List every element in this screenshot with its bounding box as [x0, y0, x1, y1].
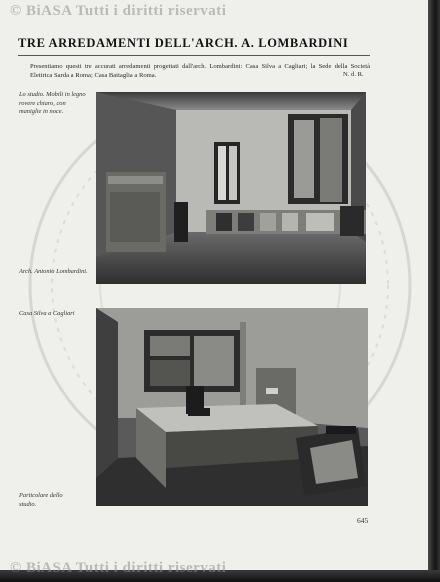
page-number: 645	[357, 516, 369, 525]
intro-paragraph: Presentiamo questi tre accurati arredamenti progettati dall'arch. Lombardini: Casa Silva a Cagliari; la Sede della Società Elettrica Sarda a Roma; Casa Battaglia a Roma.	[30, 63, 370, 80]
desk-detail-photo	[96, 308, 368, 506]
studio-interior-photo	[96, 92, 366, 284]
article-title: TRE ARREDAMENTI DELL'ARCH. A. LOMBARDINI	[18, 36, 349, 50]
title-rule	[18, 55, 370, 56]
book-spine	[428, 0, 440, 582]
desk-detail-image	[96, 308, 368, 506]
caption-detail: Particolare dello studio.	[19, 492, 63, 508]
copyright-watermark-top: © BiASA Tutti i diritti riservati	[10, 3, 227, 19]
studio-interior-image	[96, 92, 366, 284]
caption-location: Casa Silva a Cagliari	[19, 310, 75, 317]
caption-studio: Lo studio. Mobili in legno rovere chiaro, con maniglie in noce.	[19, 91, 86, 116]
intro-signature: N. d. R.	[343, 71, 364, 78]
caption-architect: Arch. Antonio Lombardini.	[19, 268, 88, 275]
copyright-watermark-bottom: © BiASA Tutti i diritti riservati	[10, 560, 227, 576]
